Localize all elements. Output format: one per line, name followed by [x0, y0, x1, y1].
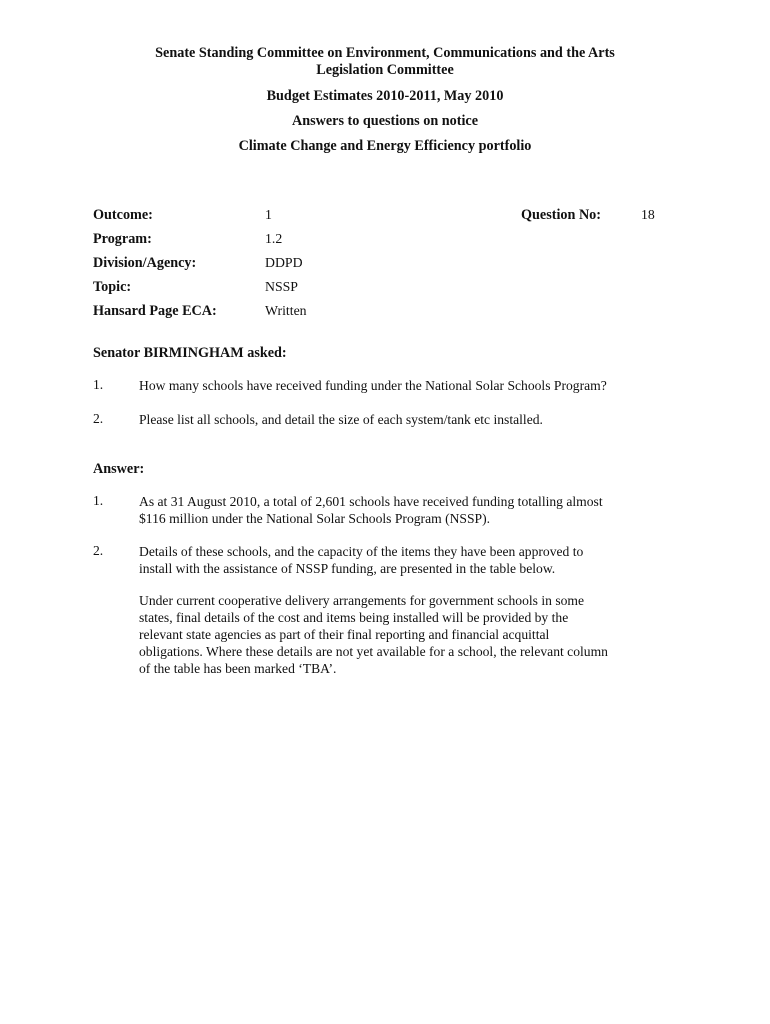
answer-1-number: 1. — [93, 493, 104, 508]
answer-note-line: relevant state agencies as part of their final reporting and financial acquittal — [139, 627, 550, 642]
committee-title: Senate Standing Committee on Environment, Communications and the Arts — [155, 45, 615, 61]
answer-2-line: install with the assistance of NSSP funding, are presented in the table below. — [139, 561, 556, 576]
division-agency-label: Division/Agency: — [93, 255, 197, 271]
question-1-text: How many schools have received funding under the National Solar Schools Program? — [139, 378, 607, 393]
program-value: 1.2 — [265, 231, 283, 246]
question-no-label: Question No: — [521, 207, 602, 223]
answer-note-line: of the table has been marked ‘TBA’. — [139, 661, 337, 676]
topic-value: NSSP — [265, 279, 298, 294]
question-1-number: 1. — [93, 377, 104, 392]
answer-note-paragraph — [139, 592, 679, 677]
answer-note-line: obligations. Where these details are not yet available for a school, the relevant column — [139, 644, 608, 659]
budget-estimates-title: Budget Estimates 2010-2011, May 2010 — [266, 88, 504, 104]
answer-note-line: states, final details of the cost and items being installed will be provided by the — [139, 610, 569, 625]
answers-heading: Answers to questions on notice — [291, 113, 479, 129]
answer-2-line: Details of these schools, and the capacity of the items they have been approved to — [139, 544, 584, 559]
answer-note-line: Under current cooperative delivery arrangements for government schools in some — [139, 593, 585, 608]
hansard-page-value: Written — [265, 303, 307, 318]
answer-heading: Answer: — [93, 461, 145, 477]
outcome-value: 1 — [265, 207, 272, 222]
portfolio-heading: Climate Change and Energy Efficiency portfolio — [238, 138, 532, 154]
answer-2-text — [139, 543, 679, 577]
answer-2-number: 2. — [93, 543, 104, 558]
answer-1-line: $116 million under the National Solar Schools Program (NSSP). — [139, 511, 491, 526]
asked-by-heading: Senator BIRMINGHAM asked: — [93, 345, 287, 361]
program-label: Program: — [93, 231, 152, 247]
question-2-number: 2. — [93, 411, 104, 426]
hansard-page-label: Hansard Page ECA: — [93, 303, 217, 319]
topic-label: Topic: — [93, 279, 132, 295]
committee-subtitle: Legislation Committee — [316, 62, 454, 78]
question-no-value: 18 — [641, 207, 655, 222]
division-agency-value: DDPD — [265, 255, 303, 270]
answer-1-line: As at 31 August 2010, a total of 2,601 schools have received funding totalling almost — [139, 494, 603, 509]
question-2-text: Please list all schools, and detail the size of each system/tank etc installed. — [139, 412, 543, 427]
outcome-label: Outcome: — [93, 207, 153, 223]
answer-1-text — [139, 493, 679, 527]
